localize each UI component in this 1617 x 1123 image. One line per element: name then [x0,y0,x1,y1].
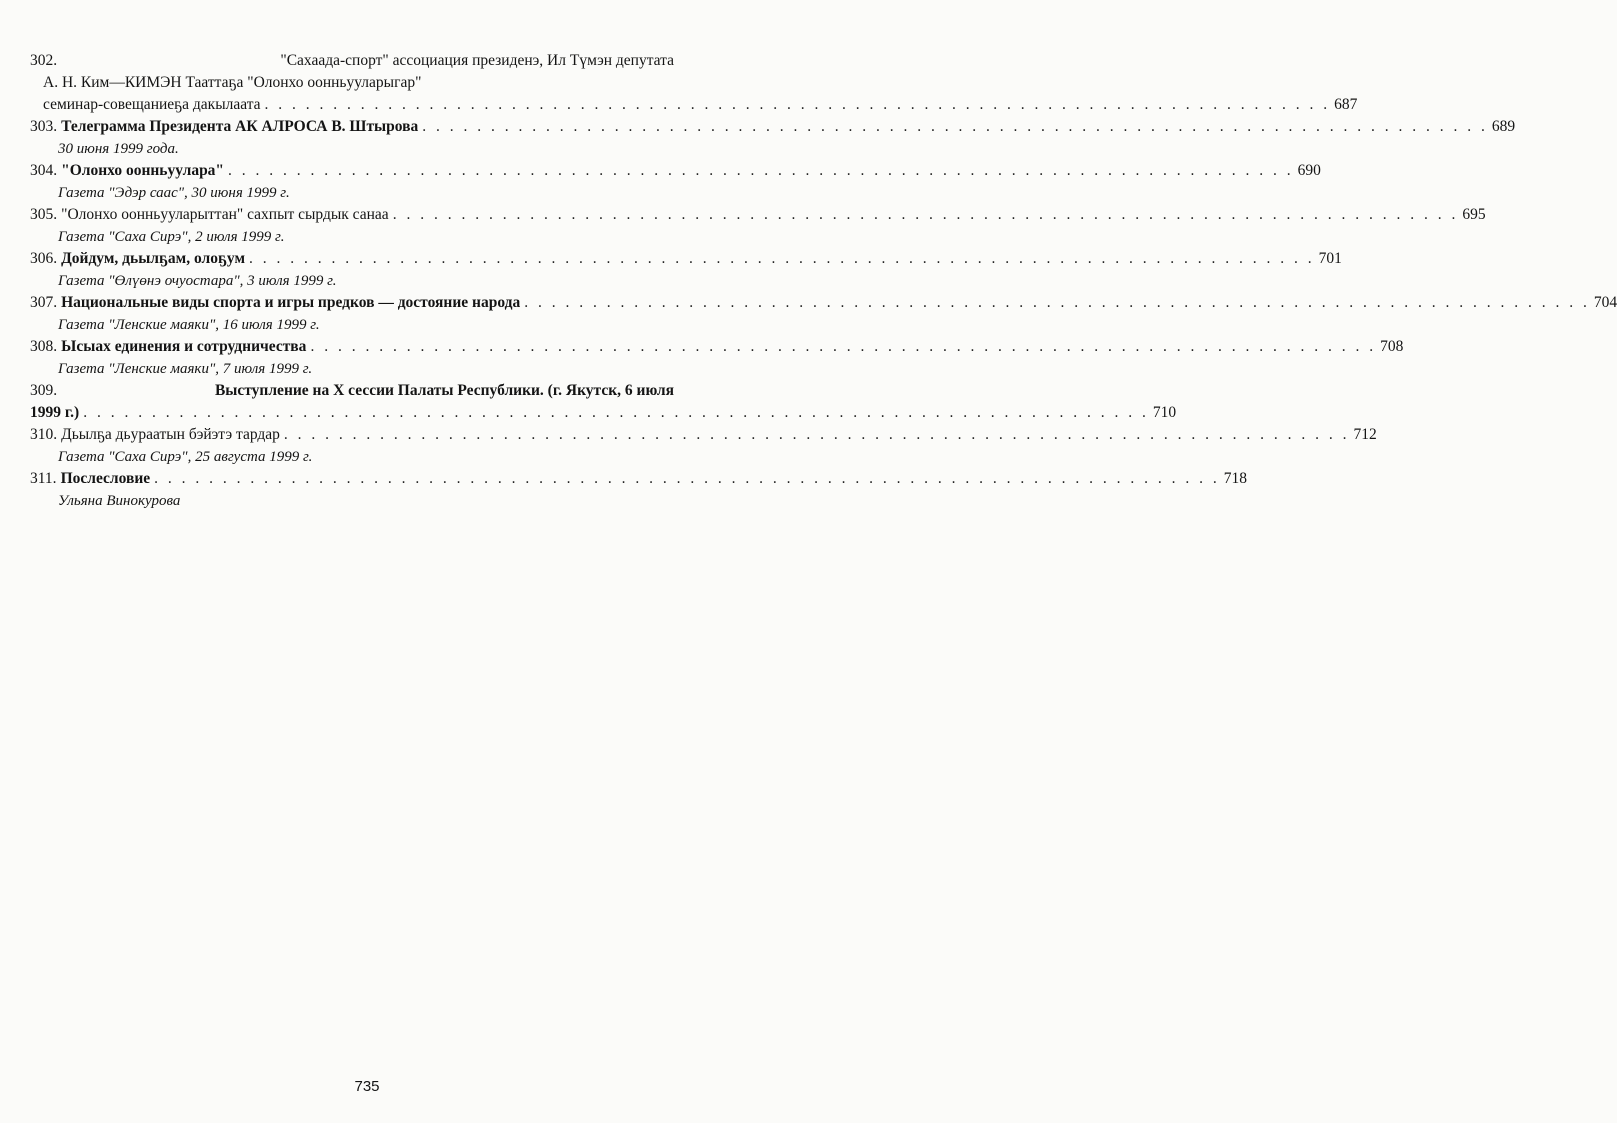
leader-dots [310,336,1376,358]
toc-entry-page: 701 [1318,250,1342,267]
leader-dots [265,94,1331,116]
toc-entry-line [30,248,1342,270]
toc-entry-line [30,336,1404,358]
toc-entry-title: Национальные виды спорта и игры предков — достояние народа [61,294,521,311]
table-of-contents [30,50,1617,512]
toc-entry-title: 1999 г.) [30,404,80,421]
toc-entry [30,116,1516,160]
leader-dots [154,468,1220,490]
toc-entry-page: 687 [1334,96,1358,113]
toc-entry-title: Послесловие [60,470,151,487]
toc-entry-title: Дьылҕа дьураатын бэйэтэ тардар [61,426,280,443]
toc-entry-title: "Сахаада-спорт" ассоциация президенэ, Ил Түмэн депутата [280,52,674,69]
toc-entry [30,248,1342,292]
toc-entry-line [30,468,1248,490]
leader-dots [284,424,1350,446]
toc-entry-title: Выступление на X сессии Палаты Республики. (г. Якутск, 6 июля [214,382,674,399]
toc-entry-line [30,94,1358,116]
toc-entry-number: 306. [30,250,58,267]
toc-entry-title: "Олонхо оонньууларыттан" сахпыт сырдык санаа [61,206,389,223]
toc-entry [30,204,1486,248]
toc-entry [30,50,1358,116]
toc-entry [30,336,1404,380]
leader-dots [249,248,1315,270]
toc-entry-number: 302. [30,52,58,69]
toc-entry [30,468,1248,512]
toc-entry-line [30,50,674,72]
toc-entry-number: 311. [30,470,57,487]
toc-entry-title: "Олонхо оонньуулара" [61,162,225,179]
leader-dots [228,160,1294,182]
toc-entry-line [30,380,674,402]
toc-entry-line [30,72,674,94]
leader-dots [524,292,1590,314]
toc-entry-title: Дойдум, дьылҕам, олоҕум [61,250,246,267]
toc-entry-source: Газета "Саха Сирэ", 2 июля 1999 г. [58,229,285,245]
toc-entry-title: Ысыах единения и сотрудничества [61,338,307,355]
toc-entry-source: Ульяна Винокурова [58,493,181,509]
toc-entry-line [30,160,1321,182]
toc-entry [30,160,1321,204]
leader-dots [393,204,1459,226]
toc-entry-page: 712 [1353,426,1377,443]
toc-entry [30,292,1617,336]
toc-entry-page: 718 [1223,470,1248,487]
toc-entry-number: 307. [30,294,58,311]
toc-entry-number: 303. [30,118,58,135]
toc-entry-source: Газета "Өлүөнэ очуостара", 3 июля 1999 г. [58,273,337,289]
toc-entry-source: 30 июня 1999 года. [58,141,179,157]
toc-entry-line [30,402,1177,424]
toc-entry-title: Телеграмма Президента АК АЛРОСА В. Штырова [61,118,419,135]
toc-entry-page: 689 [1491,118,1516,135]
toc-entry-number: 310. [30,426,58,443]
toc-entry-page: 708 [1380,338,1404,355]
toc-entry-line [30,116,1516,138]
page-number: 735 [354,1078,380,1095]
toc-entry-number: 305. [30,206,58,223]
toc-entry-source: Газета "Ленские маяки", 7 июля 1999 г. [58,361,313,377]
toc-entry-line [30,292,1617,314]
toc-entry-title: А. Н. Ким—КИМЭН Тааттаҕа "Олонхо оонньууларыгар" [43,74,422,91]
toc-entry-line [30,204,1486,226]
toc-entry-page: 704 [1593,294,1617,311]
toc-entry-source: Газета "Ленские маяки", 16 июля 1999 г. [58,317,320,333]
toc-entry-number: 304. [30,162,58,179]
toc-entry-source: Газета "Эдэр саас", 30 июня 1999 г. [58,185,290,201]
toc-entry-title: семинар-совещаниеҕа дакылаата [43,96,261,113]
toc-entry-page: 695 [1462,206,1486,223]
toc-entry-page: 690 [1297,162,1321,179]
leader-dots [422,116,1488,138]
toc-entry-page: 710 [1152,404,1177,421]
toc-entry-source: Газета "Саха Сирэ", 25 августа 1999 г. [58,449,313,465]
toc-entry [30,424,1377,468]
toc-entry [30,380,1177,424]
toc-entry-line [30,424,1377,446]
toc-entry-number: 309. [30,382,58,399]
leader-dots [83,402,1149,424]
toc-entry-number: 308. [30,338,58,355]
